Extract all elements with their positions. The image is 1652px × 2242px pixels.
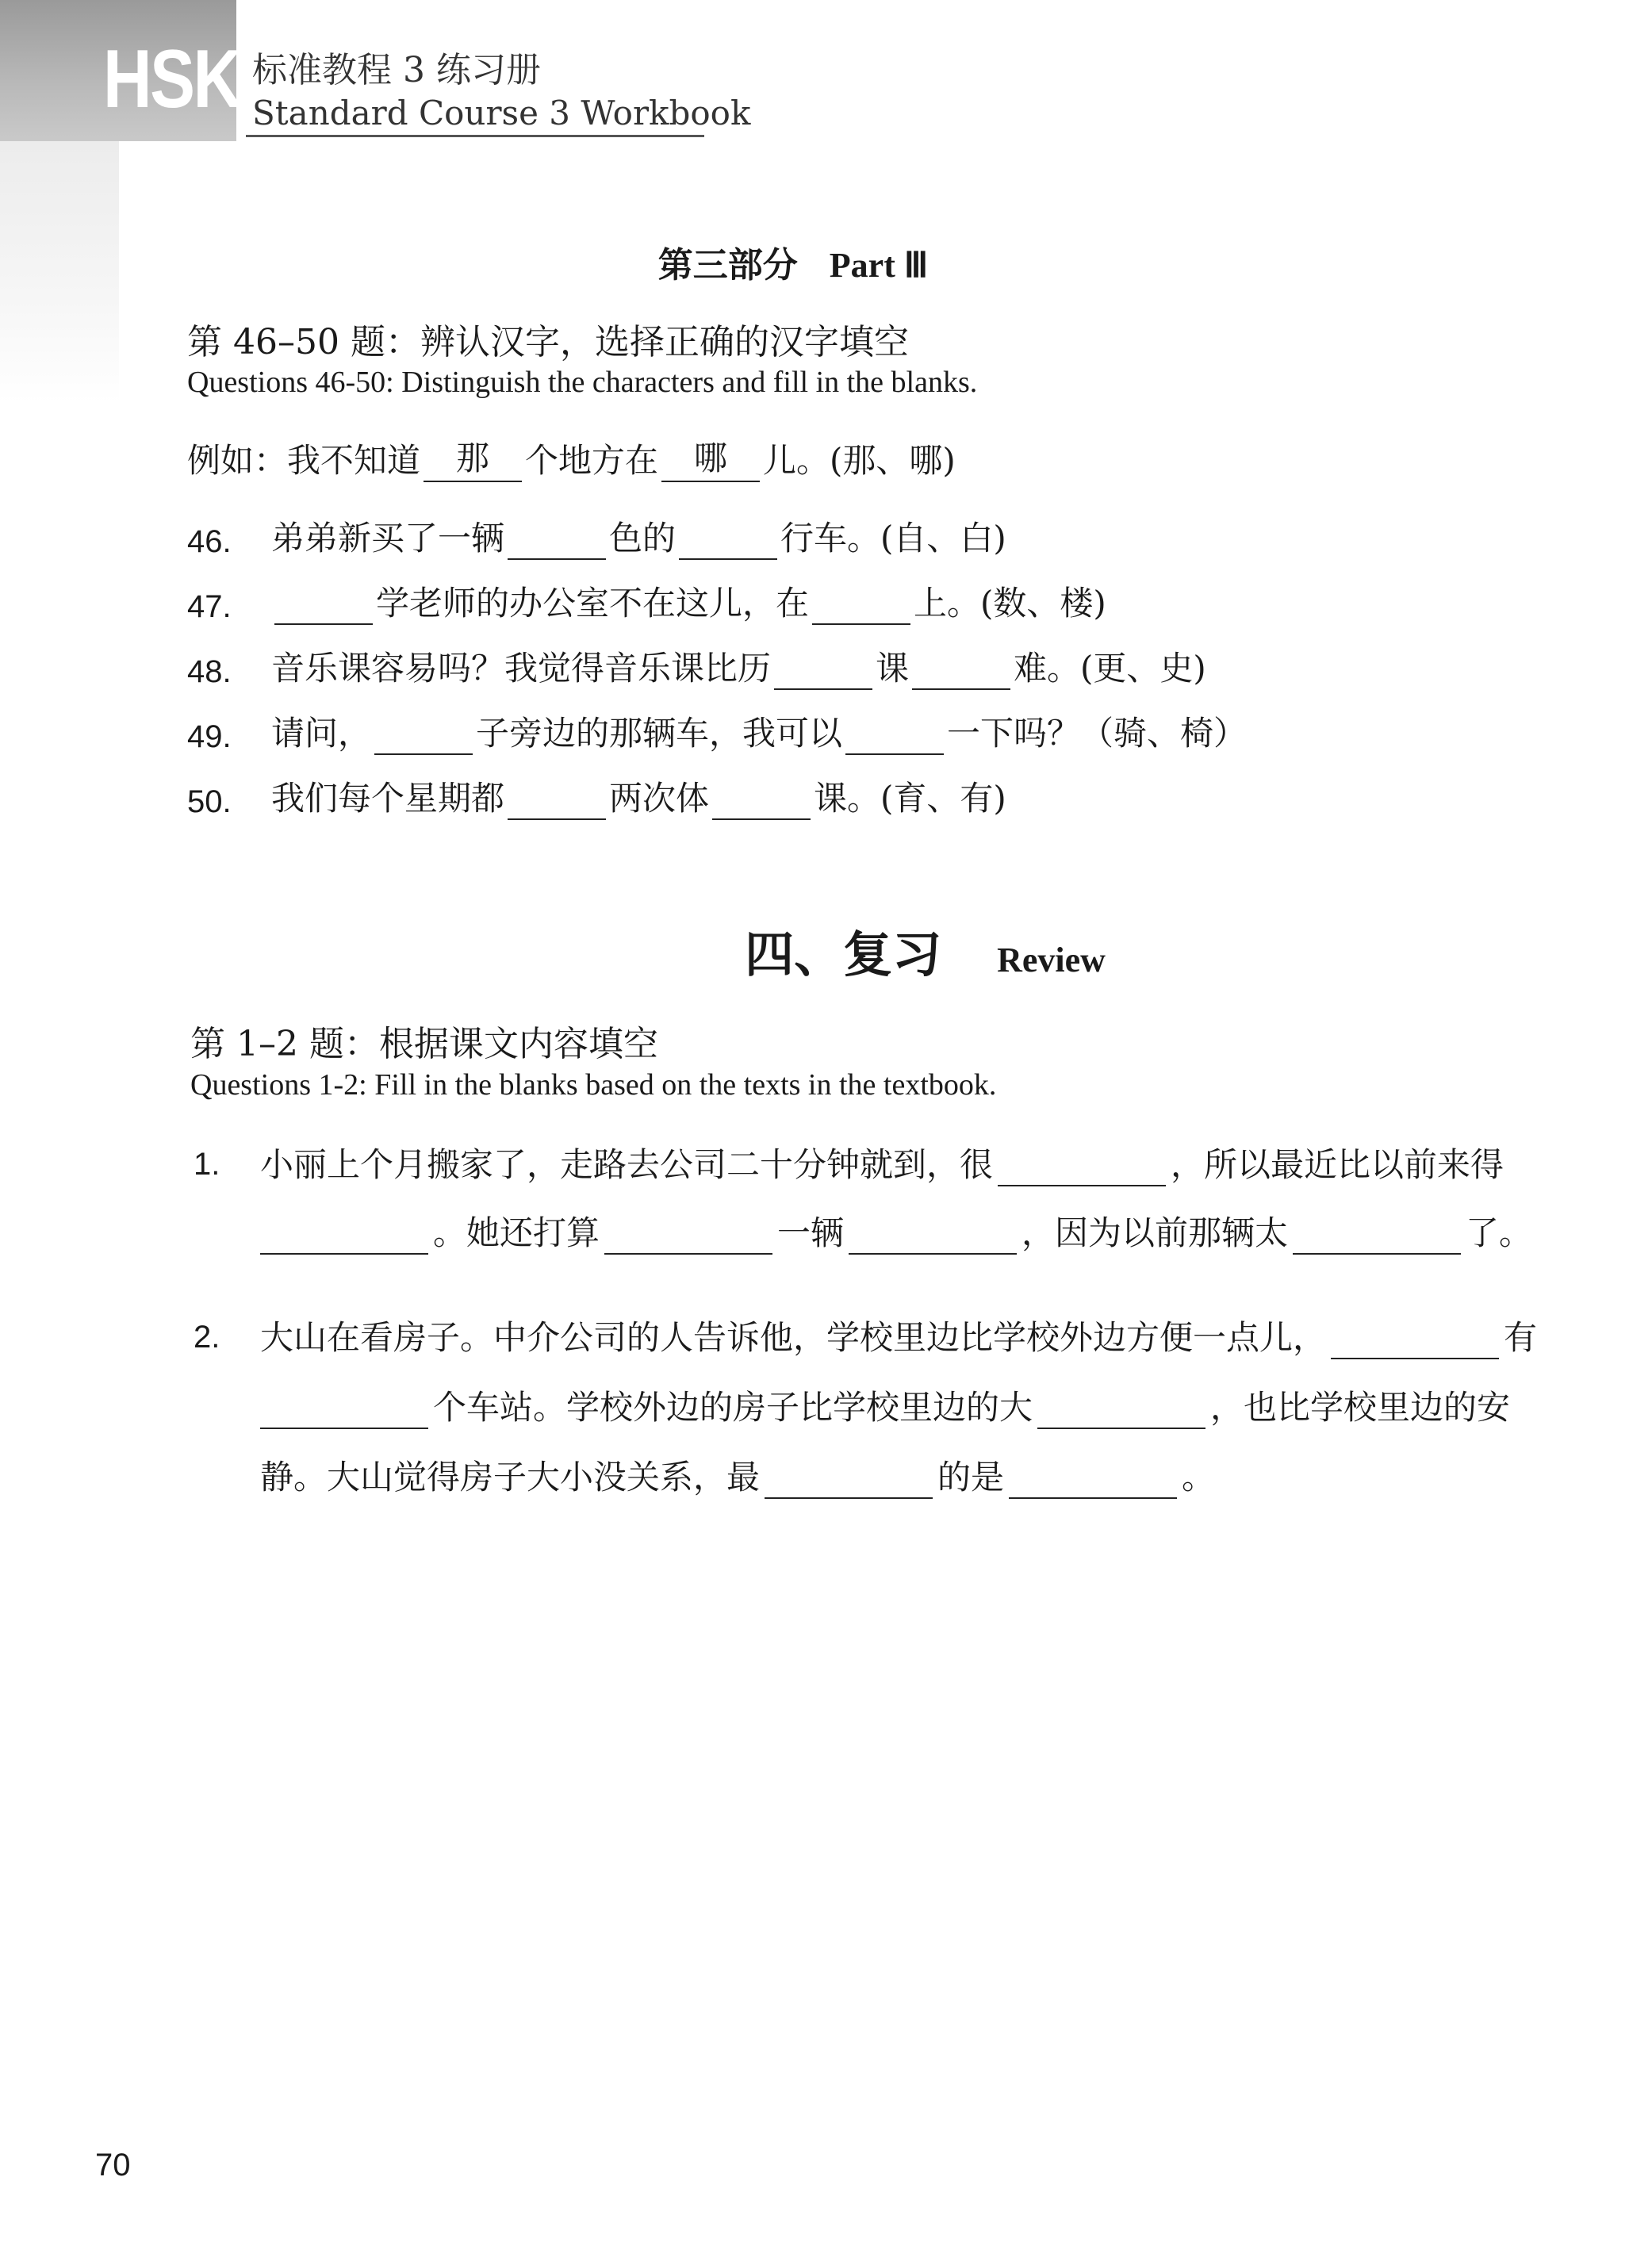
review-heading-cn: 四、复习 (745, 926, 942, 983)
part3-instruction-en: Questions 46-50: Distinguish the characters and fill in the blanks. (187, 366, 978, 399)
answer-blank[interactable] (845, 709, 944, 755)
part3-heading (0, 236, 1586, 287)
answer-blank[interactable] (260, 1383, 428, 1429)
review-instruction-cn: 第 1–2 题：根据课文内容填空 (190, 1024, 658, 1064)
question-text: 请问， (271, 714, 372, 753)
review-text: 静。大山觉得房子大小没关系，最 (260, 1458, 761, 1497)
book-title-en: Standard Course 3 Workbook (252, 94, 751, 132)
question-number: 46. (187, 524, 232, 559)
review-text: 的是 (937, 1458, 1005, 1497)
answer-blank[interactable] (774, 644, 872, 690)
answer-blank[interactable] (849, 1209, 1017, 1255)
part3-heading-en: Part Ⅲ (829, 246, 929, 285)
example-text-3: 儿。(那、哪) (763, 441, 956, 480)
review-q2-line-2 (260, 1377, 1510, 1429)
review-text: ，也比学校里边的安 (1210, 1388, 1511, 1427)
example-text-2: 个地方在 (525, 441, 659, 480)
question-number: 49. (187, 719, 232, 754)
question-text: 难。(更、史) (1014, 649, 1206, 688)
part3-instruction-cn: 第 46–50 题：辨认汉字，选择正确的汉字填空 (187, 322, 909, 362)
review-question-number: 1. (194, 1147, 220, 1182)
question-text: 弟弟新买了一辆 (271, 519, 505, 558)
header-rule (246, 135, 704, 137)
answer-blank[interactable] (1293, 1209, 1461, 1255)
answer-blank[interactable] (604, 1209, 772, 1255)
review-text: 。她还打算 (433, 1213, 600, 1252)
question-number: 48. (187, 654, 232, 689)
review-text: 了。 (1466, 1213, 1533, 1252)
question-text: 课。(育、有) (814, 779, 1006, 818)
answer-blank[interactable] (508, 774, 606, 820)
review-q2-line-1 (260, 1307, 1537, 1359)
question-47 (187, 573, 1106, 625)
question-text: 上。(数、楼) (914, 584, 1106, 623)
answer-blank[interactable] (765, 1453, 933, 1499)
answer-blank[interactable] (274, 579, 373, 625)
answer-blank[interactable] (712, 774, 811, 820)
question-text: 学老师的办公室不在这儿，在 (376, 584, 810, 623)
answer-blank[interactable] (1331, 1313, 1499, 1359)
review-text: ，所以最近比以前来得 (1171, 1145, 1504, 1184)
review-q1-line-1 (260, 1134, 1504, 1186)
review-q1-line-2 (260, 1202, 1532, 1255)
book-title-cn: 标准教程 3 练习册 (252, 50, 541, 90)
answer-blank[interactable] (998, 1140, 1166, 1186)
review-question-number: 2. (194, 1320, 220, 1355)
review-text: 个车站。学校外边的房子比学校里边的大 (433, 1388, 1033, 1427)
question-text: 一下吗？（骑、椅） (947, 714, 1248, 753)
review-text: 大山在看房子。中介公司的人告诉他，学校里边比学校外边方便一点儿， (260, 1318, 1327, 1357)
answer-blank[interactable] (1009, 1453, 1177, 1499)
review-text: 一辆 (777, 1213, 845, 1252)
review-instruction-en: Questions 1-2: Fill in the blanks based on the texts in the textbook. (190, 1068, 997, 1102)
question-number: 47. (187, 589, 232, 624)
answer-blank[interactable] (260, 1209, 428, 1255)
part3-heading-cn: 第三部分 (657, 245, 798, 286)
question-text: 音乐课容易吗？我觉得音乐课比历 (271, 649, 772, 688)
question-50 (187, 768, 1006, 820)
answer-blank[interactable] (1037, 1383, 1205, 1429)
question-46 (187, 508, 1006, 560)
question-48 (187, 638, 1206, 690)
answer-blank[interactable] (812, 579, 910, 625)
review-text: ，因为以前那辆太 (1021, 1213, 1289, 1252)
hsk-logo: HSK (103, 33, 240, 125)
answer-blank[interactable] (679, 514, 777, 560)
answer-blank[interactable] (508, 514, 606, 560)
review-q2-line-3 (260, 1447, 1215, 1499)
question-number: 50. (187, 784, 232, 819)
answer-blank[interactable] (374, 709, 473, 755)
review-text: 小丽上个月搬家了，走路去公司二十分钟就到，很 (260, 1145, 994, 1184)
review-text: 有 (1504, 1318, 1538, 1357)
example-answer-1: 那 (424, 436, 522, 482)
review-text: 。 (1182, 1458, 1216, 1497)
question-text: 行车。(自、白) (780, 519, 1006, 558)
example-line (187, 430, 956, 482)
question-text: 色的 (609, 519, 677, 558)
question-text: 两次体 (609, 779, 710, 818)
example-label: 例如： (187, 441, 288, 480)
question-text: 课 (876, 649, 910, 688)
answer-blank[interactable] (912, 644, 1010, 690)
example-text-1: 我不知道 (287, 441, 421, 480)
question-49 (187, 703, 1247, 755)
question-text: 我们每个星期都 (271, 779, 505, 818)
review-heading (0, 915, 1652, 986)
review-heading-en: Review (997, 941, 1106, 979)
example-answer-2: 哪 (661, 436, 760, 482)
page-number: 70 (95, 2148, 131, 2183)
question-text: 子旁边的那辆车，我可以 (476, 714, 843, 753)
